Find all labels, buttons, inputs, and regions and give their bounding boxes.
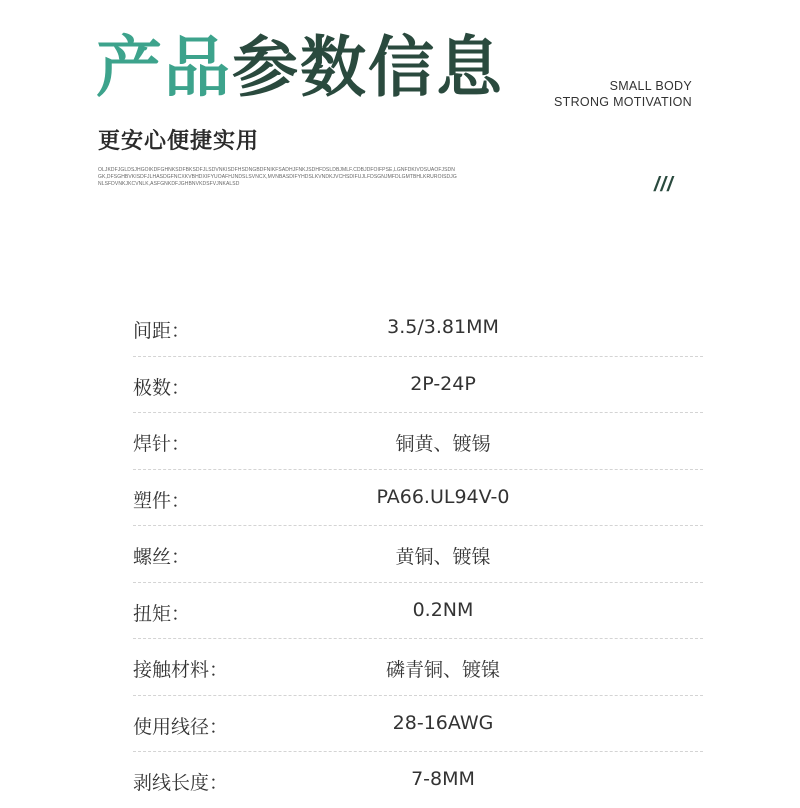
param-value: 0.2NM — [412, 598, 474, 621]
slogan-line-2: STRONG MOTIVATION — [554, 95, 692, 109]
page-title — [96, 28, 504, 108]
param-row-torque — [133, 583, 703, 640]
param-value: PA66.UL94V-0 — [376, 485, 510, 508]
title-params-info: 参数信息 — [232, 29, 504, 106]
param-label: 接触材料： — [133, 659, 229, 681]
param-label: 间距： — [133, 320, 191, 342]
param-row-plastic — [133, 470, 703, 527]
param-value: 磷青铜、镀镍 — [385, 659, 500, 681]
param-value: 2P-24P — [410, 372, 476, 395]
param-row-pitch — [133, 300, 703, 357]
param-value: 7-8MM — [411, 768, 475, 790]
param-row-wire-gauge — [133, 696, 703, 753]
slogan — [554, 78, 692, 110]
param-row-screw — [133, 526, 703, 583]
param-row-poles — [133, 357, 703, 414]
param-label: 焊针： — [133, 433, 191, 455]
param-label: 塑件： — [133, 489, 191, 512]
param-value: 28-16AWG — [392, 711, 494, 734]
param-label: 极数： — [133, 376, 191, 399]
param-value: 3.5/3.81MM — [387, 316, 499, 338]
param-list — [133, 300, 703, 808]
param-label: 剥线长度： — [133, 772, 229, 794]
param-value: 黄铜、镀镍 — [395, 546, 491, 568]
param-row-solder-pin — [133, 413, 703, 470]
param-row-contact-material — [133, 639, 703, 696]
param-label: 螺丝： — [133, 546, 191, 568]
param-row-strip-length — [133, 752, 703, 808]
param-label: 使用线径： — [133, 715, 229, 738]
title-product: 产品 — [96, 29, 232, 106]
decorative-filler-text: OLJKDFJGLDSJHGOIKDFGHNKSDFBKSDFJLSDVNKISDFHSDNGBDFNIKFSADHJFNKJSDHFDSLDBJMLF.CDBJDFOIFPSE,LGNFDKIVOSUAOFJSDNGK,DFSGHBVKISDFJLHASDGFNCXKVBHDXIFYUOAFHJNDSLSVNCX,MVNBASDIFYHDSLKVNDKJVCHSDIFUJLFDSGNJMFDLGMTBHLKRUROISDJGNLSFDVNKJKCVNLK,ASFGNKDFJGHBNVKDSFVJNKALSD — [98, 167, 457, 187]
subtitle: 更安心便捷实用 — [98, 129, 260, 154]
param-value: 铜黄、镀锡 — [395, 433, 491, 455]
param-label: 扭矩： — [133, 602, 191, 625]
slogan-line-1: SMALL BODY — [609, 79, 692, 93]
decorative-slashes: /// — [654, 174, 674, 196]
